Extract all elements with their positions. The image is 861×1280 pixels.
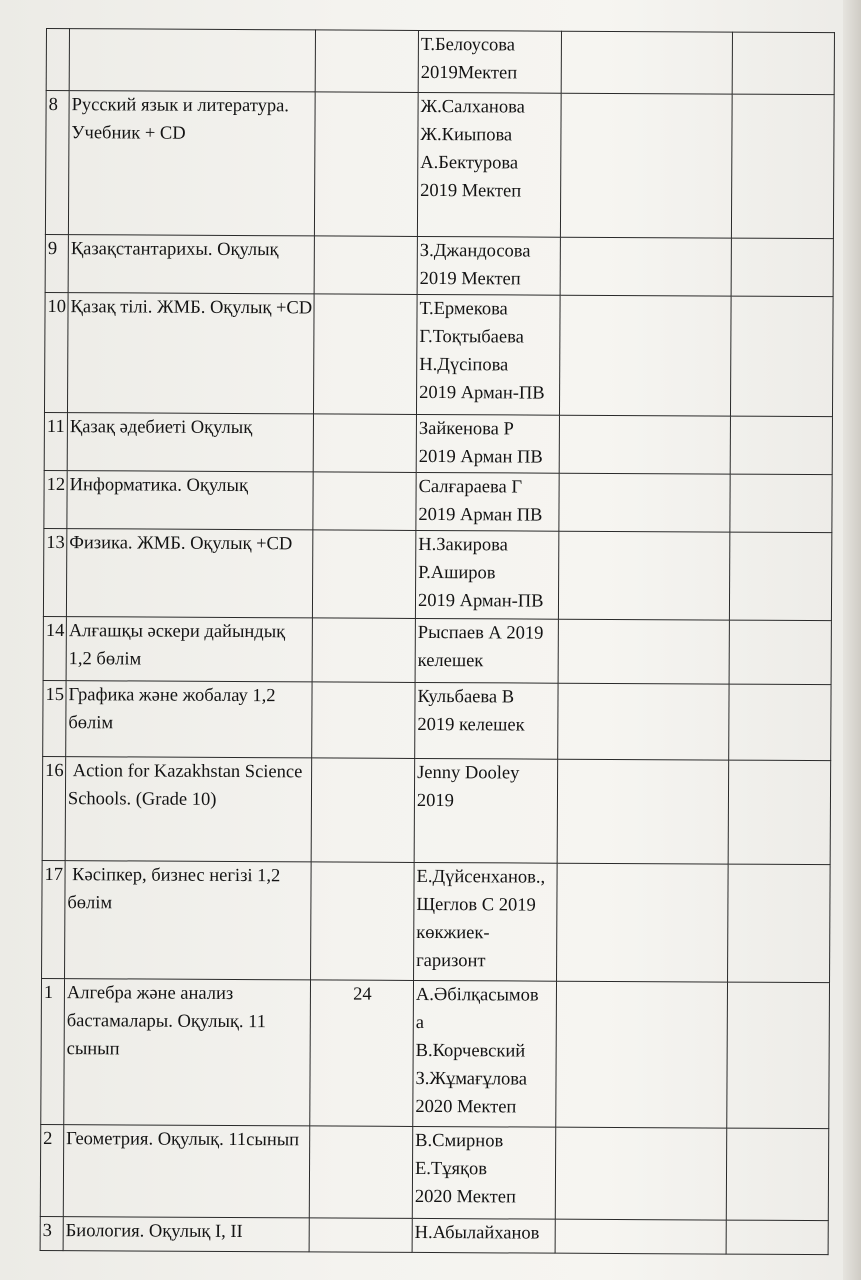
row-number: 10 [44, 292, 68, 412]
author-line: Ж.Киыпова [420, 124, 513, 146]
quantity-cell [313, 294, 417, 415]
author-publisher-cell [414, 758, 558, 863]
author-line: Е.Тұяқов [414, 1158, 488, 1180]
empty-cell-b [729, 684, 831, 761]
empty-cell-a [561, 31, 732, 94]
author-line: Салғараева Г [418, 476, 523, 498]
author-line: 2019 Арман-ПВ [419, 382, 545, 404]
empty-cell-b [727, 982, 830, 1129]
table-row [44, 412, 832, 474]
author-line: Щеглов С 2019 [416, 894, 536, 916]
empty-cell-b [729, 532, 831, 621]
book-title: Физика. ЖМБ. Оқулық +CD [66, 529, 312, 618]
author-line: 2019Мектеп [420, 62, 518, 84]
book-title: Кәсіпкер, бизнес негізі 1,2 бөлім [65, 861, 312, 980]
empty-cell-b [728, 760, 831, 865]
author-line: 2019 Арман-ПВ [417, 590, 544, 612]
quantity-cell [311, 862, 415, 981]
author-line: 2019 Арман ПВ [418, 446, 543, 468]
book-title: Информатика. Оқулық [67, 471, 313, 530]
author-publisher-cell [415, 618, 558, 683]
author-line: Ж.Салханова [420, 96, 525, 118]
book-title: Алғашқы әскери дайындық 1,2 бөлім [66, 617, 312, 682]
author-line: Е.Дүйсенханов., [416, 866, 546, 888]
empty-cell-a [557, 863, 729, 982]
author-publisher-cell [416, 472, 559, 531]
author-line: Jenny Dooley [417, 762, 520, 784]
author-publisher-cell [417, 92, 561, 237]
book-title: Action for Kazakhstan Science Schools. (Grade 10) [65, 757, 312, 862]
row-number: 13 [43, 528, 66, 616]
book-title [69, 29, 315, 92]
author-publisher-cell [415, 530, 558, 619]
table-row [44, 292, 833, 416]
book-title: Графика және жобалау 1,2 бөлім [66, 681, 312, 758]
author-line: 2019 келешек [417, 714, 525, 736]
empty-cell-a [560, 93, 732, 238]
book-title: Қазақстантарихы. Оқулық [68, 235, 314, 294]
empty-cell-b [726, 1128, 828, 1221]
row-number: 3 [40, 1216, 63, 1250]
book-title: Геометрия. Оқулық. 11сынып [63, 1125, 309, 1218]
table-row [43, 528, 831, 620]
table-row [41, 978, 830, 1128]
empty-cell-b [729, 620, 831, 685]
quantity-cell [313, 414, 416, 473]
author-line: Т.Белоусова [420, 34, 516, 56]
empty-cell-a [560, 237, 731, 296]
empty-cell-b [730, 296, 833, 417]
empty-cell-b [732, 32, 834, 95]
book-title: Қазақ тілі. ЖМБ. Оқулық +CD [67, 293, 314, 414]
author-line: Рыспаев А 2019 [417, 622, 544, 644]
empty-cell-a [559, 473, 730, 532]
empty-cell-a [556, 981, 728, 1128]
empty-cell-b [731, 94, 834, 239]
author-publisher-cell [418, 30, 561, 93]
author-line: Т.Ермекова [419, 298, 508, 320]
author-line: Зайкенова Р [418, 418, 514, 440]
author-line: А.Әбілқасымов [415, 984, 539, 1006]
author-publisher-cell [415, 682, 558, 759]
author-line: Н.Абылайханов [414, 1222, 540, 1244]
quantity-cell [314, 236, 417, 295]
quantity-cell: 24 [310, 980, 414, 1127]
author-line: З.Жұмағұлова [415, 1068, 528, 1090]
row-number: 16 [42, 756, 66, 860]
author-line: 2019 Арман ПВ [418, 504, 543, 526]
empty-cell-a [555, 1127, 726, 1220]
author-line: көкжиек- [416, 922, 490, 944]
author-line: Кульбаева В [417, 686, 515, 708]
empty-cell-a [559, 295, 731, 416]
empty-cell-b [726, 1220, 828, 1255]
table-row [43, 680, 831, 760]
quantity-cell [315, 30, 418, 93]
book-title: Қазақ әдебиеті Оқулық [67, 413, 313, 472]
author-publisher-cell [414, 862, 558, 981]
author-line: гаризонт [416, 950, 486, 972]
author-line: келешек [417, 650, 484, 672]
row-number: 8 [45, 91, 69, 235]
author-line: Г.Тоқтыбаева [419, 326, 524, 348]
author-line: Н.Дүсіпова [419, 354, 509, 376]
empty-cell-b [730, 474, 832, 533]
row-number: 11 [44, 412, 67, 470]
row-number: 9 [45, 234, 68, 292]
author-line: 2019 Мектеп [420, 180, 522, 202]
empty-cell-a [558, 619, 729, 684]
author-line: а [415, 1012, 425, 1033]
author-publisher-cell [416, 294, 560, 415]
row-number: 12 [44, 470, 67, 528]
book-title: Алгебра және анализ бастамалары. Оқулық. 11 сынып [64, 979, 311, 1126]
quantity-cell [312, 530, 415, 619]
empty-cell-b [731, 238, 833, 297]
quantity-cell [312, 682, 415, 759]
row-number [46, 29, 69, 91]
empty-cell-a [558, 531, 729, 620]
book-title: Биология. Оқулық I, II [63, 1217, 309, 1252]
book-title: Русский язык и литература. Учебник + CD [68, 91, 315, 236]
author-publisher-cell [413, 980, 557, 1127]
table-row [45, 91, 834, 239]
author-line: 2019 Мектеп [419, 268, 521, 290]
empty-cell-b [730, 416, 832, 475]
row-number: 15 [43, 680, 66, 756]
table-row [43, 616, 831, 684]
quantity-cell [313, 472, 416, 531]
row-number: 14 [43, 616, 66, 680]
table-row [46, 29, 834, 95]
author-publisher-cell [412, 1218, 555, 1253]
empty-cell-b [728, 864, 831, 983]
empty-cell-a [559, 415, 730, 474]
quantity-cell [309, 1126, 412, 1219]
author-publisher-cell [412, 1126, 555, 1219]
table-row [42, 860, 831, 982]
table-row [42, 756, 831, 864]
empty-cell-a [558, 683, 729, 760]
author-line: В.Смирнов [415, 1130, 504, 1152]
author-publisher-cell [417, 236, 560, 295]
textbook-table [40, 28, 835, 1255]
table-row [40, 1124, 828, 1220]
author-line: Р.Аширов [418, 562, 496, 584]
page-edge [843, 0, 861, 1280]
quantity-cell [311, 758, 415, 863]
author-line: 2020 Мектеп [414, 1186, 516, 1208]
quantity-cell [309, 1218, 412, 1253]
quantity-cell [312, 618, 415, 683]
author-line: А.Бектурова [420, 152, 519, 174]
row-number: 2 [40, 1124, 63, 1216]
table-row [40, 1216, 828, 1254]
row-number: 1 [41, 978, 65, 1124]
author-line: Н.Закирова [418, 534, 508, 556]
table-row [45, 234, 833, 296]
author-line: В.Корчевский [415, 1040, 526, 1062]
author-line: З.Джандосова [419, 240, 531, 262]
table-row [44, 470, 832, 532]
author-line: 2019 [416, 790, 455, 812]
quantity-cell [314, 92, 418, 237]
empty-cell-a [557, 759, 729, 864]
author-line: 2020 Мектеп [415, 1096, 517, 1118]
empty-cell-a [555, 1219, 726, 1254]
author-publisher-cell [416, 414, 559, 473]
row-number: 17 [42, 860, 66, 978]
